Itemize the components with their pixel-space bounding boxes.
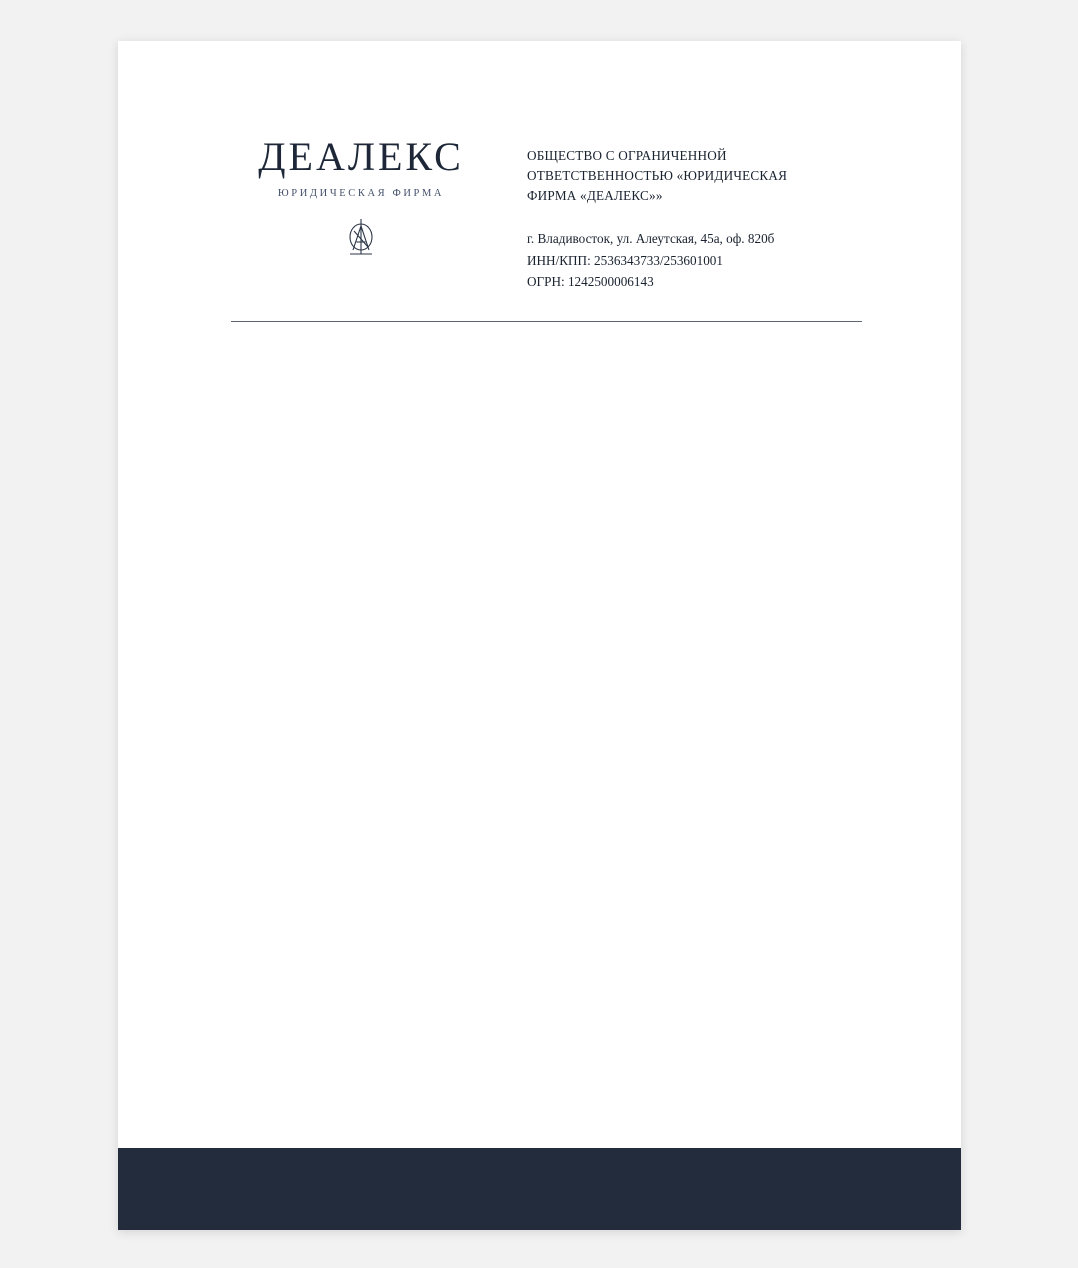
company-legal-name-line: ФИРМА «ДЕАЛЕКС»»: [527, 188, 663, 204]
header-divider: [231, 321, 862, 322]
company-address: г. Владивосток, ул. Алеутская, 45а, оф. 820б: [527, 231, 775, 247]
brand-name: ДЕАЛЕКС: [258, 134, 464, 179]
letterhead-header: [118, 41, 961, 341]
letterhead-page: [118, 41, 961, 1230]
company-legal-name: [527, 146, 867, 206]
company-inn-kpp: ИНН/КПП: 2536343733/253601001: [527, 252, 723, 268]
company-legal-name-line: ОТВЕТСТВЕННОСТЬЮ «ЮРИДИЧЕСКАЯ: [527, 168, 788, 184]
brand-tagline: ЮРИДИЧЕСКАЯ ФИРМА: [277, 188, 445, 199]
letter-body-area: [118, 341, 961, 1148]
brand-block: [236, 134, 486, 256]
company-legal-name-line: ОБЩЕСТВО С ОГРАНИЧЕННОЙ: [527, 148, 727, 163]
monogram-al-icon: [236, 214, 486, 256]
company-registration-details: [527, 228, 867, 292]
footer-bar: [118, 1148, 961, 1230]
company-details-block: [527, 146, 867, 292]
company-ogrn: ОГРН: 1242500006143: [527, 273, 654, 289]
